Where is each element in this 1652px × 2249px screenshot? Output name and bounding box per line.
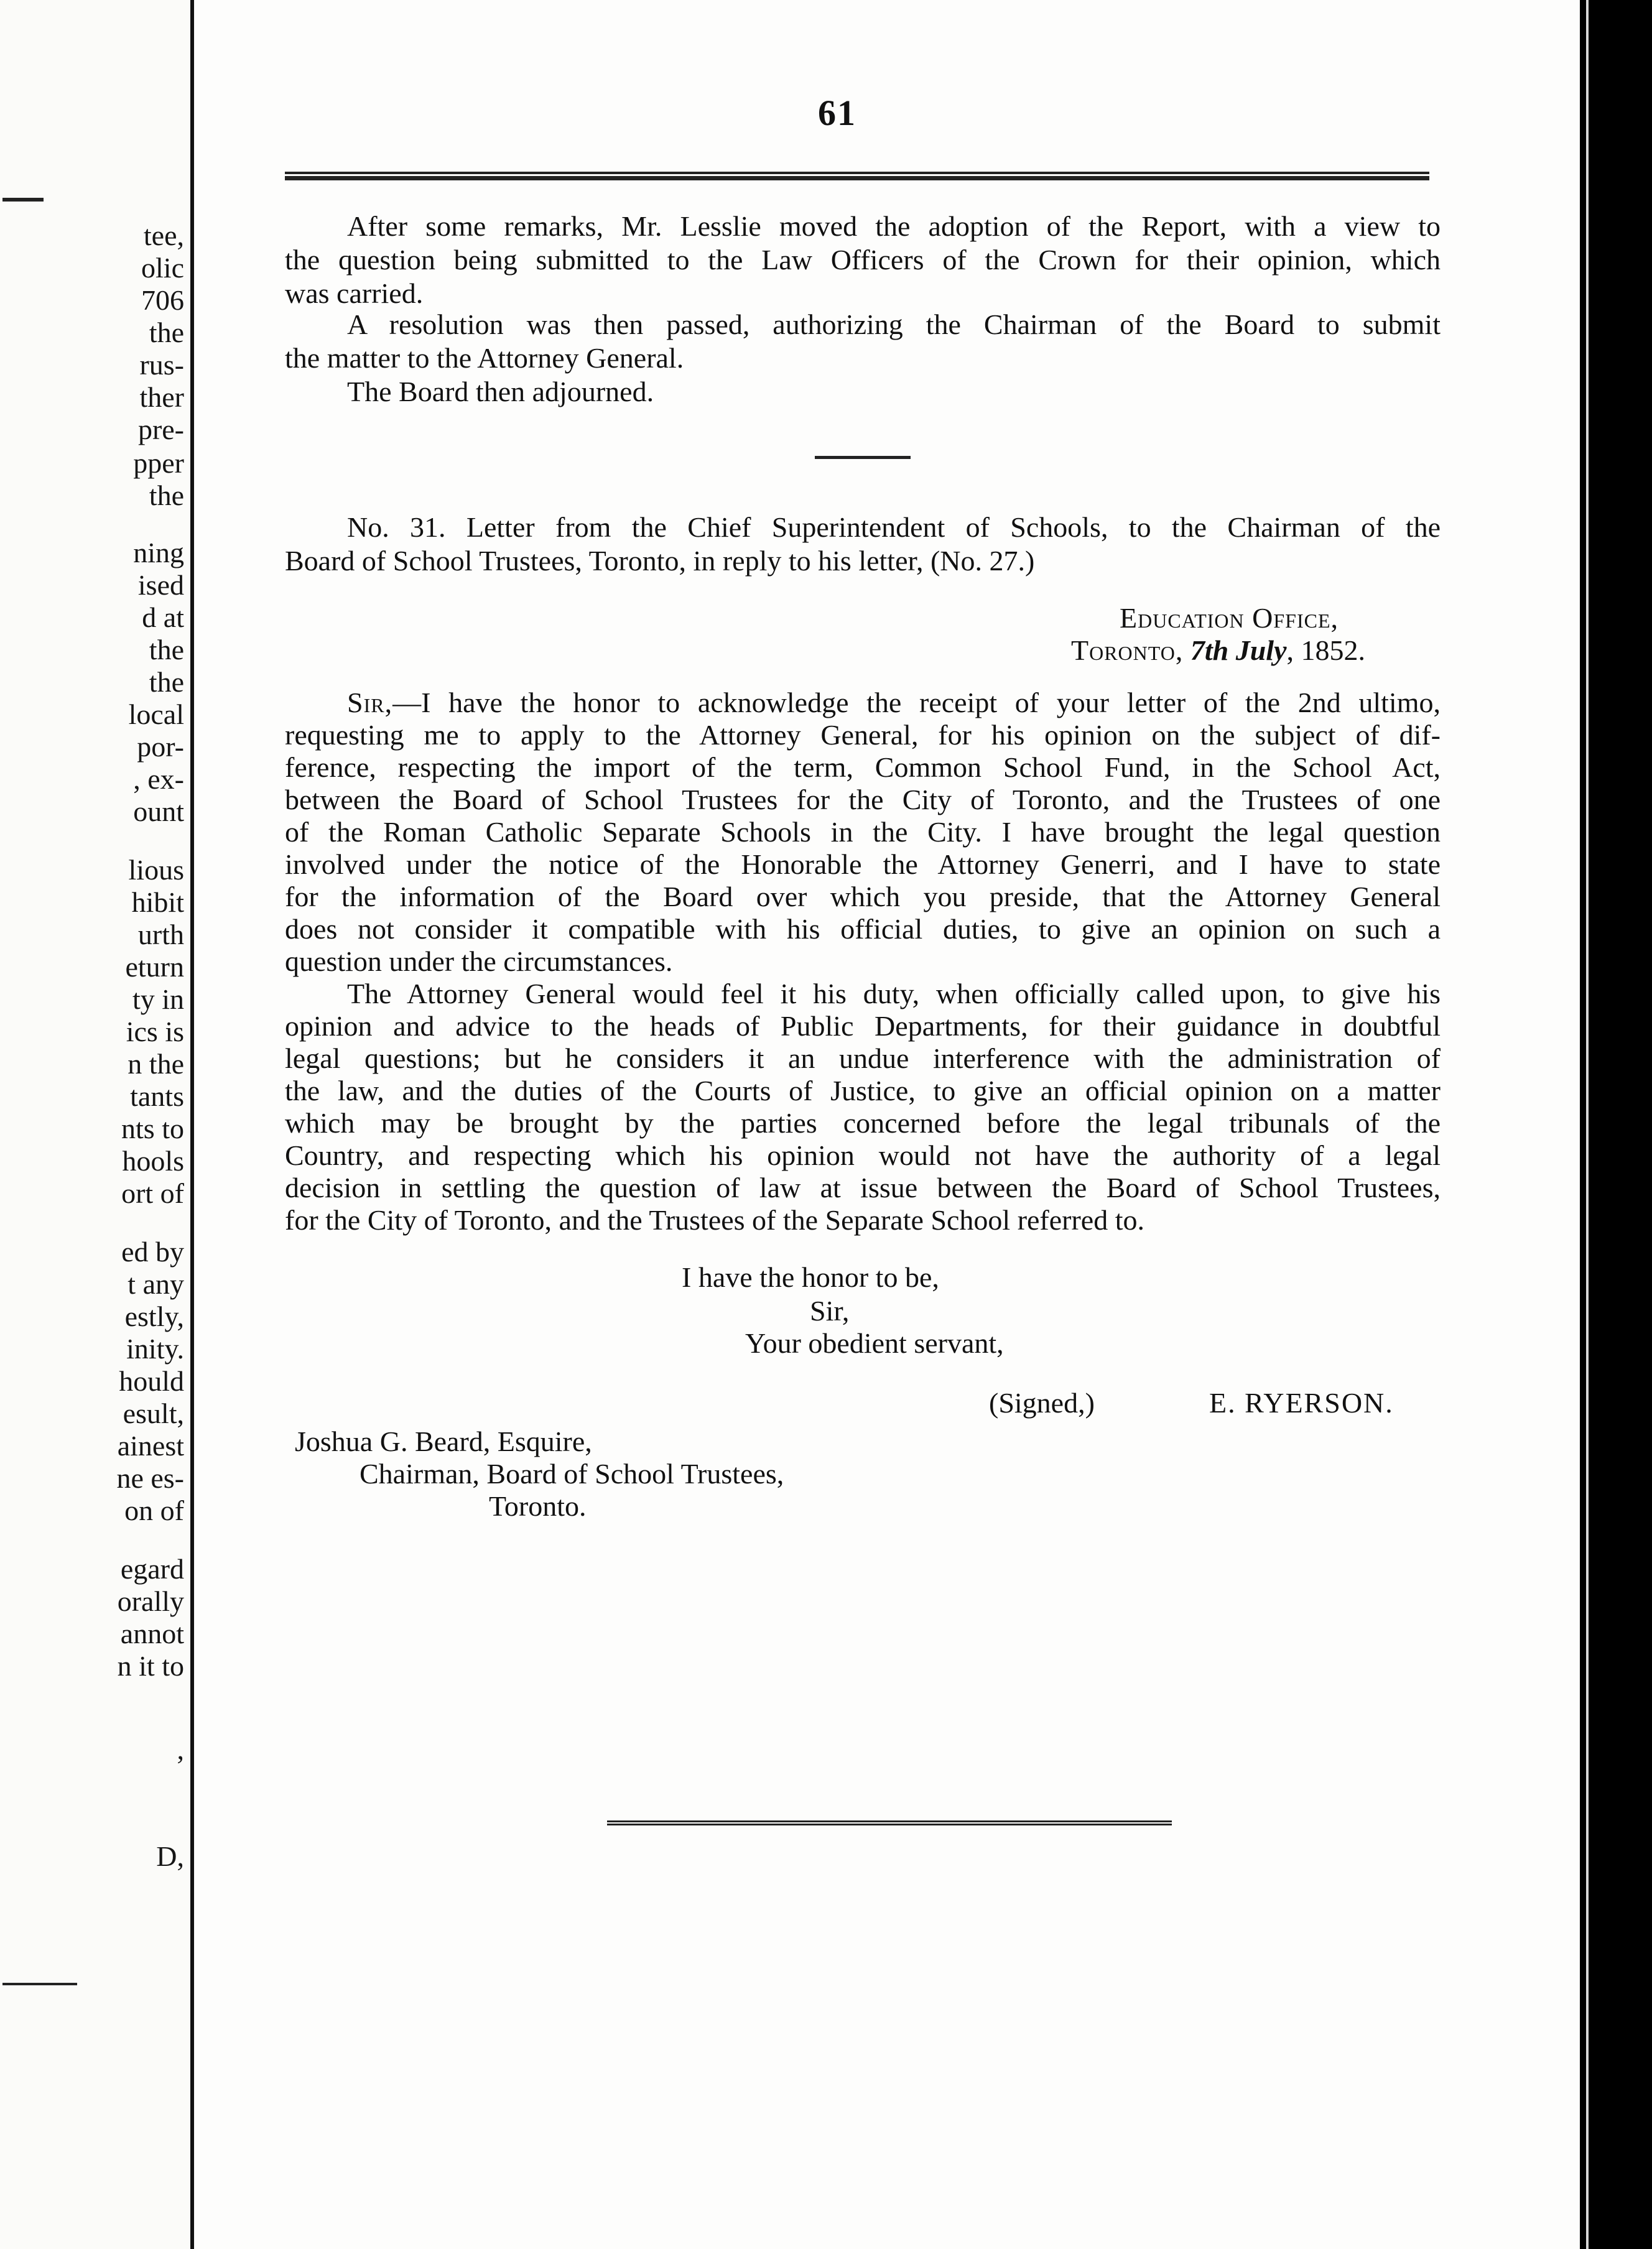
signature: E. RYERSON. [1209, 1387, 1394, 1419]
closing-servant: Your obedient servant, [745, 1327, 1004, 1359]
text-line: A resolution was then passed, authorizing the Chairman of the Board to submit [347, 308, 1441, 340]
text-line: decision in settling the question of law at issue between the Board of School Trustees, [285, 1172, 1441, 1203]
left-page-line: ort of [121, 1177, 184, 1209]
text-line: The Attorney General would feel it his duty, when officially called upon, to give his [347, 978, 1441, 1009]
year: , 1852. [1286, 634, 1366, 666]
office-line: Education Office, [1120, 602, 1339, 634]
addressee-title: Chairman, Board of School Trustees, [360, 1458, 784, 1490]
salutation: Sir, [347, 687, 393, 718]
text-line: the law, and the duties of the Courts of Justice, to give an official opinion on a matter [285, 1075, 1441, 1106]
header-rule [285, 172, 1429, 180]
left-page-line: esult, [123, 1398, 184, 1429]
left-page-line: on of [124, 1495, 184, 1526]
text-line: The Board then adjourned. [347, 376, 654, 407]
addressee-city: Toronto. [489, 1490, 587, 1522]
left-page-line: , ex- [133, 763, 184, 795]
left-page-line: ount [133, 795, 184, 827]
text-line: involved under the notice of the Honorable the Attorney Generri, and I have to state [285, 848, 1441, 880]
left-page-line: ainest [117, 1430, 184, 1462]
left-page-line: local [128, 698, 184, 730]
left-page-line: ed by [121, 1236, 184, 1268]
date-italic: 7th July [1190, 634, 1287, 666]
left-page-line: D, [156, 1840, 184, 1872]
left-page-line: ne es- [116, 1462, 184, 1494]
left-page-fragment [0, 0, 190, 2249]
text-line: No. 31. Letter from the Chief Superintendent of Schools, to the Chairman of the [347, 511, 1441, 543]
text-line: was carried. [285, 277, 424, 309]
place-date-line [1071, 634, 1365, 667]
left-page-rule-bottom [2, 1983, 77, 1985]
left-page-line: d at [142, 601, 184, 633]
left-page-line: rus- [139, 349, 184, 381]
left-page-line: por- [137, 731, 184, 763]
page-number: 61 [818, 93, 856, 133]
text-line: for the information of the Board over which you preside, that the Attorney General [285, 881, 1441, 912]
text-line: opinion and advice to the heads of Public Departments, for their guidance in doubtful [285, 1010, 1441, 1042]
page-edge-line [1586, 0, 1589, 2249]
left-page-line: hibit [131, 886, 184, 918]
left-page-line: n it to [117, 1650, 184, 1682]
signed-label: (Signed,) [989, 1387, 1095, 1419]
left-page-line: tants [130, 1080, 184, 1112]
left-page-line: the [149, 634, 184, 665]
left-page-line: the [149, 666, 184, 698]
left-page-line: annot [120, 1618, 184, 1649]
left-page-line: ised [137, 569, 184, 601]
text-line: After some remarks, Mr. Lesslie moved the adoption of the Report, with a view to [347, 210, 1441, 242]
left-page-line: tee, [143, 220, 184, 251]
text-line: Country, and respecting which his opinion would not have the authority of a legal [285, 1139, 1441, 1171]
left-page-line: ics is [126, 1016, 184, 1047]
text-line: legal questions; but he considers it an undue interference with the administration of [285, 1042, 1441, 1074]
text-line: does not consider it compatible with his official duties, to give an opinion on such a [285, 913, 1441, 945]
left-page-line: ther [139, 381, 184, 413]
footer-rule [607, 1820, 1172, 1825]
text-line: Board of School Trustees, Toronto, in reply to his letter, (No. 27.) [285, 545, 1035, 577]
closing-sir: Sir, [810, 1295, 850, 1327]
left-page-line: the [149, 480, 184, 511]
section-separator [815, 456, 911, 459]
text-line [347, 687, 1441, 719]
text-line: the question being submitted to the Law Officers of the Crown for their opinion, which [285, 244, 1441, 276]
left-page-line: olic [141, 252, 184, 284]
left-page-line: hools [122, 1145, 184, 1177]
salutation-rest: —I have the honor to acknowledge the receipt of your letter of the 2nd ultimo, [392, 687, 1441, 718]
left-page-line: 706 [141, 284, 184, 316]
place: Toronto, [1071, 634, 1184, 666]
text-line: between the Board of School Trustees for the City of Toronto, and the Trustees of one [285, 784, 1441, 815]
left-page-rule-top [2, 198, 44, 202]
text-line: question under the circumstances. [285, 945, 673, 977]
scan-border-right [1580, 0, 1652, 2249]
left-page-line: lious [128, 854, 184, 886]
left-page-line: eturn [125, 951, 184, 983]
left-page-line: orally [117, 1585, 184, 1617]
left-page-line: inity. [126, 1333, 184, 1365]
left-page-line: hould [119, 1365, 184, 1397]
left-page-line: t any [128, 1268, 184, 1300]
text-line: requesting me to apply to the Attorney General, for his opinion on the subject of dif- [285, 719, 1441, 751]
left-page-line: n the [128, 1048, 184, 1080]
text-line: of the Roman Catholic Separate Schools in the City. I have brought the legal question [285, 816, 1441, 848]
left-page-line: , [177, 1733, 184, 1765]
left-page-line: pre- [137, 414, 184, 445]
left-page-line: egard [120, 1553, 184, 1585]
left-page-line: nts to [121, 1113, 184, 1144]
text-line: ference, respecting the import of the term, Common School Fund, in the School Act, [285, 751, 1441, 783]
left-page-line: ning [133, 537, 184, 568]
text-line: for the City of Toronto, and the Trustees of the Separate School referred to. [285, 1204, 1144, 1236]
addressee-name: Joshua G. Beard, Esquire, [295, 1426, 592, 1457]
left-page-line: the [149, 317, 184, 348]
left-page-line: pper [133, 447, 184, 479]
text-line: the matter to the Attorney General. [285, 342, 684, 374]
left-page-line: urth [137, 919, 184, 950]
text-line: which may be brought by the parties concerned before the legal tribunals of the [285, 1107, 1441, 1139]
left-page-line: ty in [132, 983, 184, 1015]
left-page-line: estly, [124, 1301, 184, 1332]
closing-line: I have the honor to be, [682, 1261, 939, 1293]
